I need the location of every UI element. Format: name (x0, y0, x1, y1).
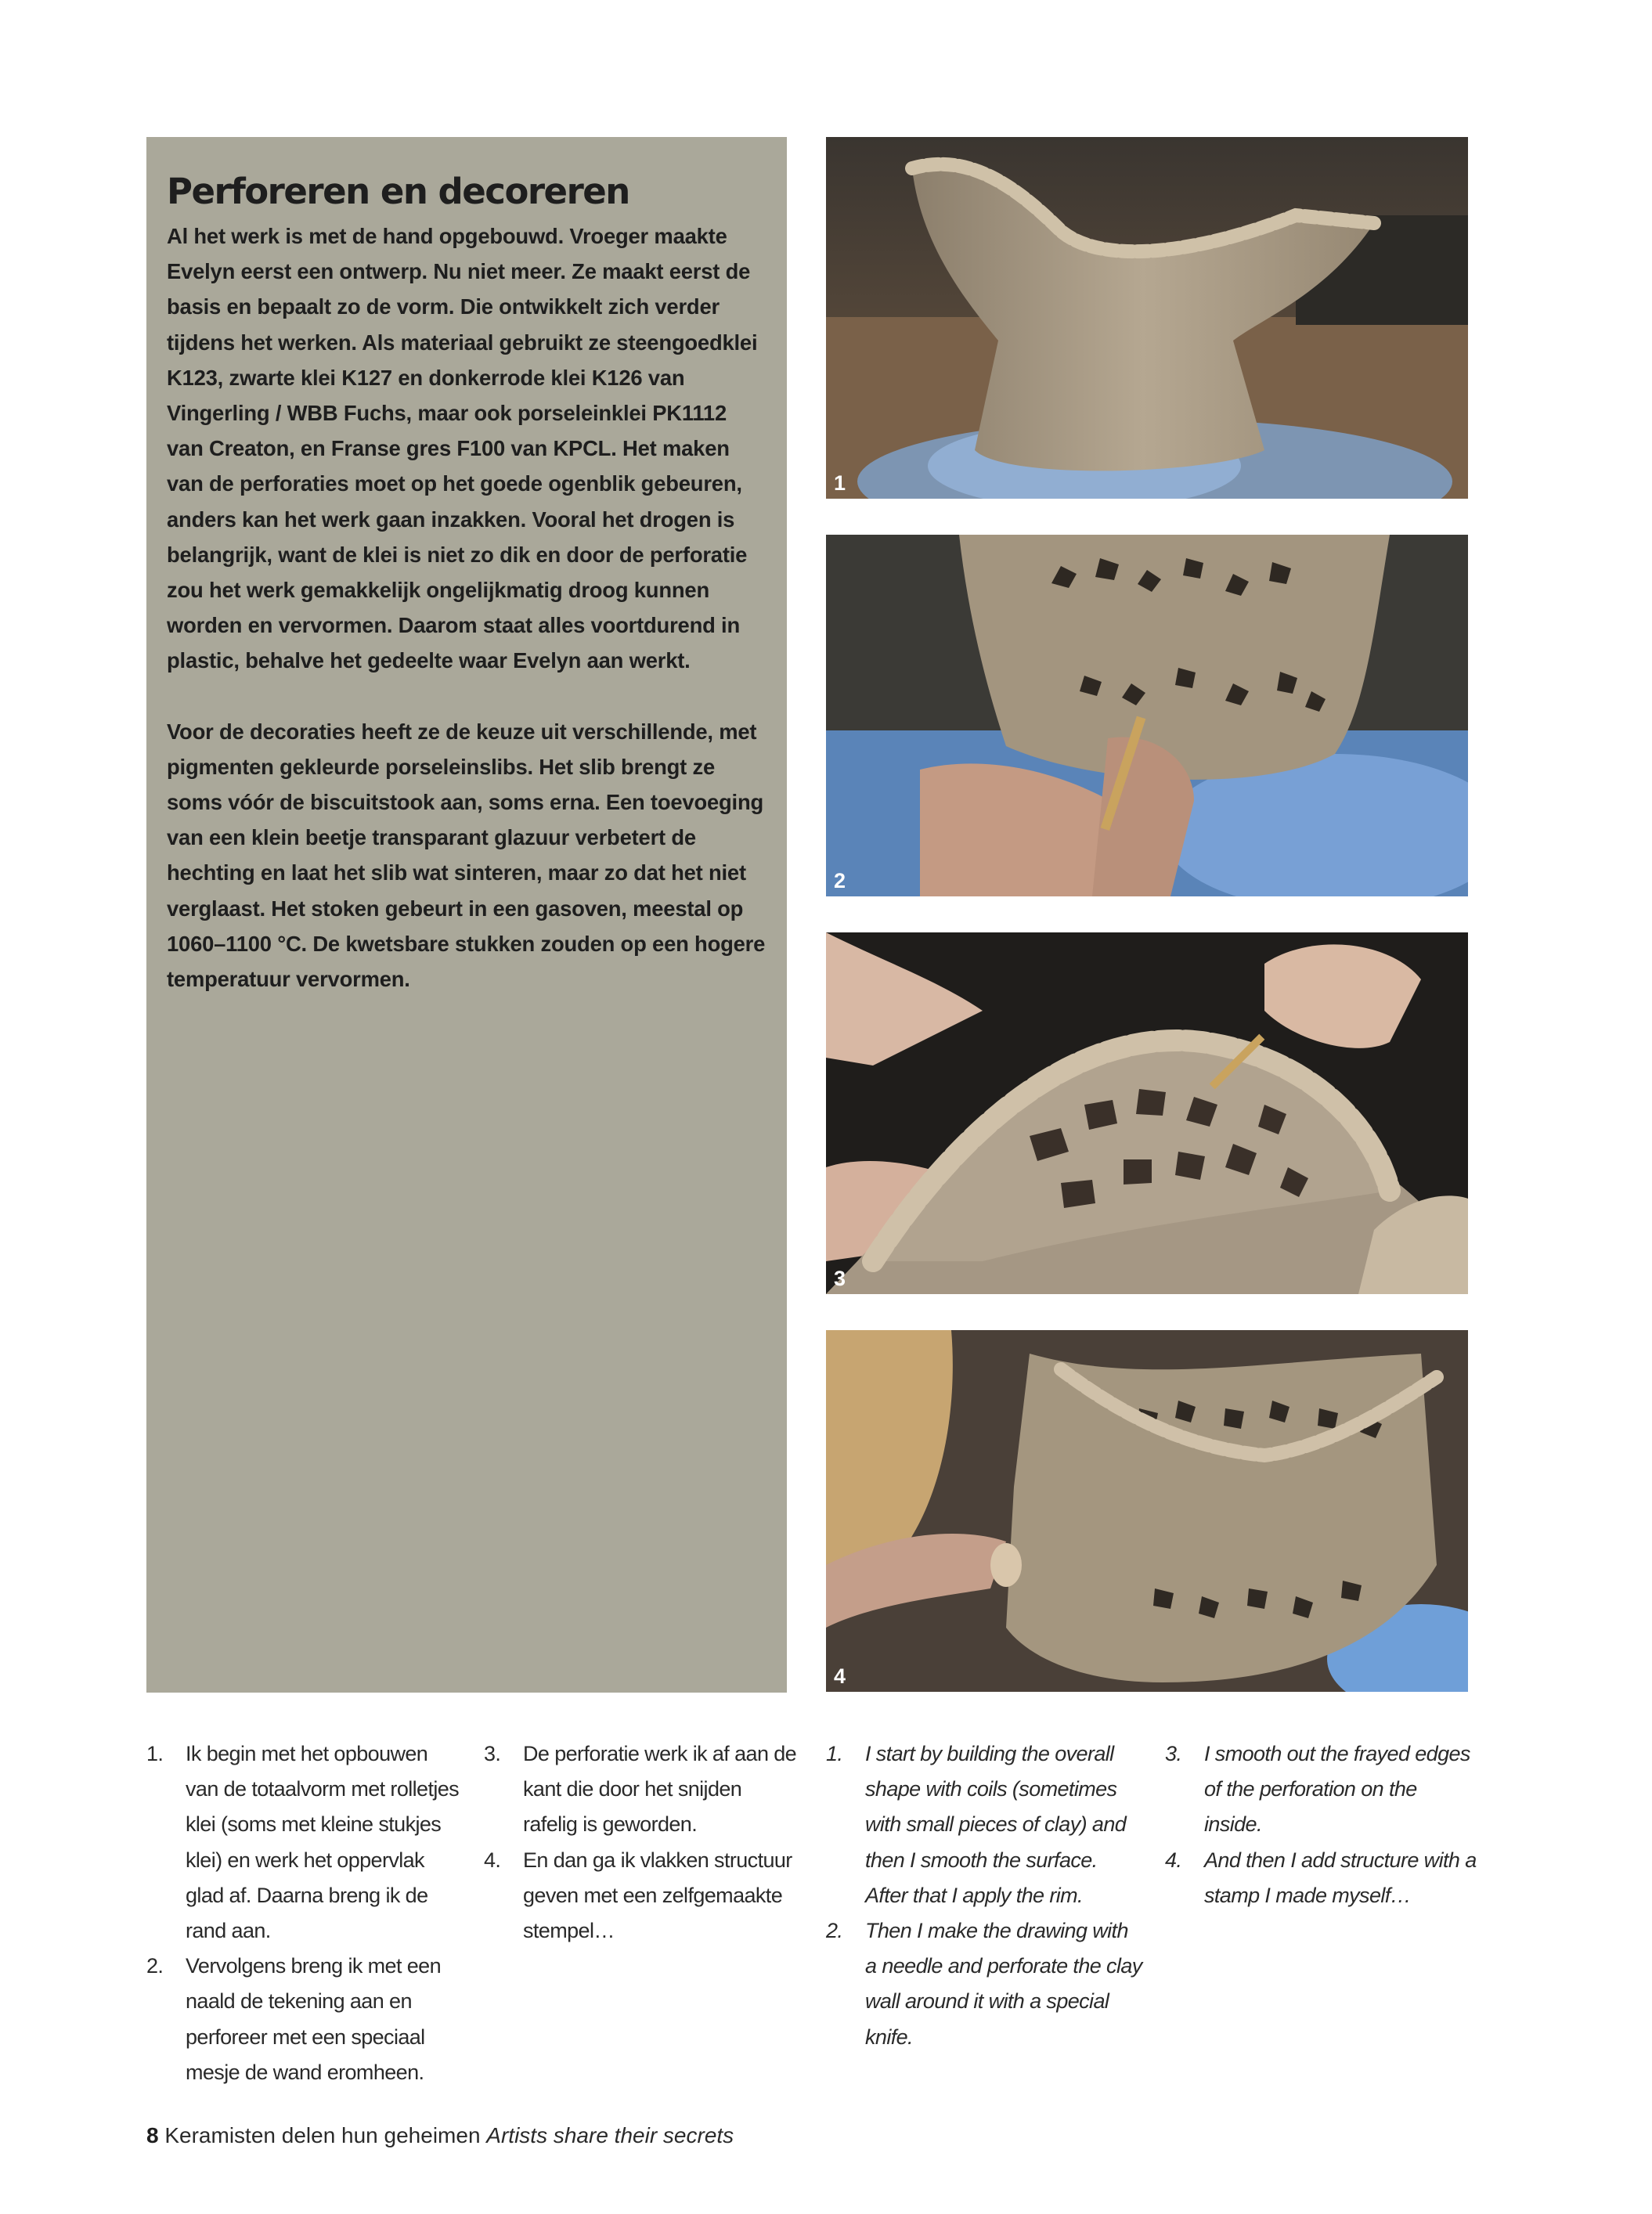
photo-number: 1 (834, 471, 846, 495)
caption-item: 1. I start by building the overall shape with coils (sometimes with small pieces of clay) and then I smooth the surface. After that I apply the rim. (826, 1742, 1127, 1907)
photo-number: 3 (834, 1267, 846, 1290)
article-text-panel (146, 137, 787, 1693)
caption-item: 3. I smooth out the frayed edges of the perforation on the inside. (1165, 1742, 1470, 1837)
captions-english-column-2 (1165, 1736, 1478, 1913)
caption-item: 1. Ik begin met het opbouwen van de totaalvorm met rolletjes klei (soms met kleine stukjes klei) en werk het oppervlak glad af. Daarna breng ik de rand aan. (146, 1742, 460, 1943)
photo-4 (826, 1330, 1468, 1692)
photo-number: 4 (834, 1664, 846, 1688)
page-number: 8 (146, 2123, 159, 2147)
captions-english-column-1 (826, 1736, 1143, 2055)
article-paragraph-1: Al het werk is met de hand opgebouwd. Vroeger maakte Evelyn eerst een ontwerp. Nu niet meer. Ze maakt eerst de basis en bepaalt zo de vorm. Die ontwikkelt zich verder tijdens het werken. Als materiaal gebruikt ze steengoedklei K123, zwarte klei K127 en donkerrode klei K126 van Vingerling / WBB Fuchs, maar ook porseleinklei PK1112 van Creaton, en Franse gres F100 van KPCL. Het maken van de perforaties moet op het goede ogenblik gebeuren, anders kan het werk gaan inzakken. Vooral het drogen is belangrijk, want de klei is niet zo dik en door de perforatie zou het werk gemakkelijk ongelijkmatig droog kunnen worden en vervormen. Daarom staat alles voortdurend in plastic, behalve het gedeelte waar Evelyn aan werkt. (167, 224, 758, 673)
book-title-english: Artists share their secrets (486, 2123, 734, 2147)
photo-3 (826, 932, 1468, 1294)
caption-item: 4. En dan ga ik vlakken structuur geven met een zelfgemaakte stempel… (484, 1848, 792, 1943)
caption-item: 2. Then I make the drawing with a needle and perforate the clay wall around it with a special knife. (826, 1919, 1142, 2049)
caption-item: 4. And then I add structure with a stamp I made myself… (1165, 1848, 1477, 1907)
photo-2 (826, 535, 1468, 896)
page-footer (146, 2123, 734, 2148)
captions-dutch-column-2 (484, 1736, 797, 1949)
photo-number: 2 (834, 869, 846, 892)
caption-item: 2. Vervolgens breng ik met een naald de tekening aan en perforeer met een speciaal mesje de wand eromheen. (146, 1954, 442, 2084)
caption-item: 3. De perforatie werk ik af aan de kant die door het snijden rafelig is geworden. (484, 1742, 797, 1837)
captions-dutch-column-1 (146, 1736, 463, 2090)
photo-1 (826, 137, 1468, 499)
article-title: Perforeren en decoreren (167, 171, 629, 212)
article-paragraph-2: Voor de decoraties heeft ze de keuze uit verschillende, met pigmenten gekleurde porseleinslibs. Het slib brengt ze soms vóór de biscuitstook aan, soms erna. Een toevoeging van een klein beetje transparant glazuur verbetert de hechting en laat het slib wat sinteren, maar zo dat het niet verglaast. Het stoken gebeurt in een gasoven, meestal op 1060–1100 °C. De kwetsbare stukken zouden op een hogere temperatuur vervormen. (167, 719, 766, 992)
book-title-dutch: Keramisten delen hun geheimen (164, 2123, 481, 2147)
